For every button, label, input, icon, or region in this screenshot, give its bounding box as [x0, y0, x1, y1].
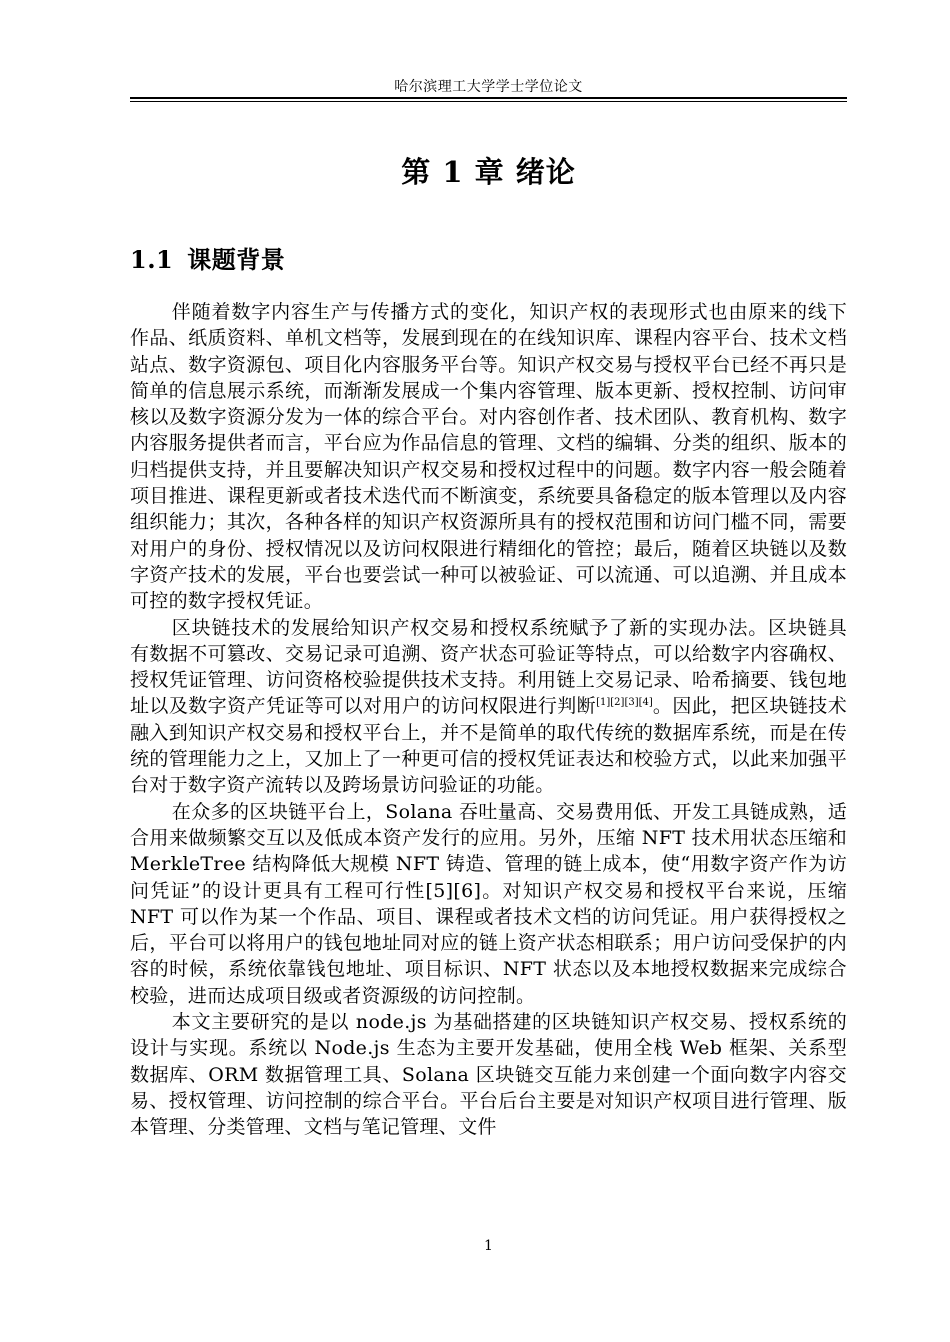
section-heading	[130, 243, 285, 277]
header-rule-thick	[130, 97, 847, 99]
paragraph-2	[130, 615, 847, 799]
running-header: 哈尔滨理工大学学士学位论文	[394, 79, 583, 95]
paragraph-1: 伴随着数字内容生产与传播方式的变化，知识产权的表现形式也由原来的线下作品、纸质资料、单机文档等，发展到现在的在线知识库、课程内容平台、技术文档站点、数字资源包、项目化内容服务平台等。知识产权交易与授权平台已经不再只是简单的信息展示系统，而渐渐发展成一个集内容管理、版本更新、授权控制、访问审核以及数字资源分发为一体的综合平台。对内容创作者、技术团队、教育机构、数字内容服务提供者而言，平台应为作品信息的管理、文档的编辑、分类的组织、版本的归档提供支持，并且要解决知识产权交易和授权过程中的问题。数字内容一般会随着项目推进、课程更新或者技术迭代而不断演变，系统要具备稳定的版本管理以及内容组织能力；其次，各种各样的知识产权资源所具有的授权范围和访问门槛不同，需要对用户的身份、授权情况以及访问权限进行精细化的管控；最后，随着区块链以及数字资产技术的发展，平台也要尝试一种可以被验证、可以流通、可以追溯、并且成本可控的数字授权凭证。	[130, 301, 847, 613]
section-title-text: 课题背景	[187, 245, 286, 274]
body-text	[130, 299, 847, 1141]
chapter-title: 第 1 章 绪论	[401, 155, 576, 189]
paragraph-4: 本文主要研究的是以 node.js 为基础搭建的区块链知识产权交易、授权系统的设计与实现。系统以 Node.js 生态为主要开发基础，使用全栈 Web 框架、关系型数据库、ORM 数据管理工具、Solana 区块链交互能力来创建一个面向数字内容交易、授权管理、访问控制的综合平台。平台后台主要是对知识产权项目进行管理、版本管理、分类管理、文档与笔记管理、文件	[130, 1011, 847, 1139]
header-rule-thin	[130, 101, 847, 102]
citation-superscript: [1][2][3][4]	[596, 697, 653, 709]
paragraph-2-text-before: 区块链技术的发展给知识产权交易和授权系统赋予了新的实现办法。区块链具有数据不可篡改、交易记录可追溯、资产状态可验证等特点，可以给数字内容确权、授权凭证管理、访问资格校验提供技术支持。利用链上交易记录、哈希摘要、钱包地址以及数字资产凭证等可以对用户的访问权限进行判断	[130, 616, 847, 718]
paragraph-2-text-after: 。因此，把区块链技术融入到知识产权交易和授权平台上，并不是简单的取代传统的数据库系统，而是在传统的管理能力之上，又加上了一种更可信的授权凭证表达和校验方式，以此来加强平台对于数字资产流转以及跨场景访问验证的功能。	[130, 695, 847, 797]
page-number: 1	[484, 1238, 493, 1254]
section-number: 1.1	[130, 245, 174, 274]
paragraph-3: 在众多的区块链平台上，Solana 吞吐量高、交易费用低、开发工具链成熟，适合用来做频繁交互以及低成本资产发行的应用。另外，压缩 NFT 技术用状态压缩和 MerkleTree 结构降低大规模 NFT 铸造、管理的链上成本，使“用数字资产作为访问凭证”的设计更具有工程可行性[5][6]。对知识产权交易和授权平台来说，压缩 NFT 可以作为某一个作品、项目、课程或者技术文档的访问凭证。用户获得授权之后，平台可以将用户的钱包地址同对应的链上资产状态相联系；用户访问受保护的内容的时候，系统依靠钱包地址、项目标识、NFT 状态以及本地授权数据来完成综合校验，进而达成项目级或者资源级的访问控制。	[130, 800, 847, 1007]
